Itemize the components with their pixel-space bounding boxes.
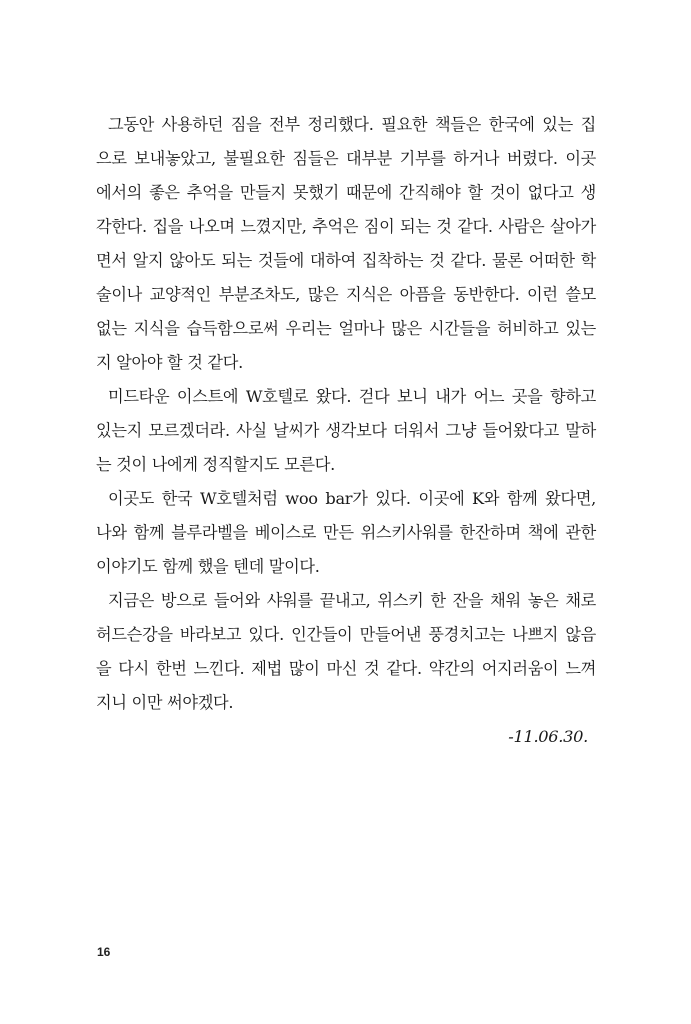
text-line: 그동안 사용하던 짐을 전부 정리했다. 필요한 책들은 한국에 있는 집 <box>108 115 596 134</box>
text-line: 각한다. 집을 나오며 느꼈지만, 추억은 짐이 되는 것 같다. 사람은 살아가 <box>96 217 596 236</box>
text-line: 이야기도 함께 했을 텐데 말이다. <box>96 557 320 576</box>
text-line: 나와 함께 블루라벨을 베이스로 만든 위스키사워를 한잔하며 책에 관한 <box>96 523 596 542</box>
body-text <box>96 108 596 754</box>
text-line: 면서 알지 않아도 되는 것들에 대하여 집착하는 것 같다. 물론 어떠한 학 <box>96 251 596 270</box>
text-line: 는 것이 나에게 정직할지도 모른다. <box>96 455 335 474</box>
text-line: 지금은 방으로 들어와 샤워를 끝내고, 위스키 한 잔을 채워 놓은 채로 <box>108 591 596 610</box>
text-line: 에서의 좋은 추억을 만들지 못했기 때문에 간직해야 할 것이 없다고 생 <box>96 183 596 202</box>
text-line: 허드슨강을 바라보고 있다. 인간들이 만들어낸 풍경치고는 나쁘지 않음 <box>96 625 596 644</box>
text-line: 미드타운 이스트에 W호텔로 왔다. 걷다 보니 내가 어느 곳을 향하고 <box>108 387 596 406</box>
paragraph-3 <box>96 482 596 584</box>
text-line: 없는 지식을 습득함으로써 우리는 얼마나 많은 시간들을 허비하고 있는 <box>96 319 596 338</box>
text-line: 지니 이만 써야겠다. <box>96 693 234 712</box>
paragraph-2 <box>96 380 596 482</box>
paragraph-1 <box>96 108 596 380</box>
entry-date: -11.06.30. <box>508 727 588 746</box>
text-line: 지 알아야 할 것 같다. <box>96 353 243 372</box>
page-number: 16 <box>97 945 111 959</box>
text-line: 이곳도 한국 W호텔처럼 woo bar가 있다. 이곳에 K와 함께 왔다면, <box>108 489 596 508</box>
text-line: 을 다시 한번 느낀다. 제법 많이 마신 것 같다. 약간의 어지러움이 느껴 <box>96 659 596 678</box>
text-line: 으로 보내놓았고, 불필요한 짐들은 대부분 기부를 하거나 버렸다. 이곳 <box>96 149 596 168</box>
text-line: 있는지 모르겠더라. 사실 날씨가 생각보다 더워서 그냥 들어왔다고 말하 <box>96 421 596 440</box>
text-line: 술이나 교양적인 부분조차도, 많은 지식은 아픔을 동반한다. 이런 쓸모 <box>96 285 596 304</box>
paragraph-4 <box>96 584 596 720</box>
